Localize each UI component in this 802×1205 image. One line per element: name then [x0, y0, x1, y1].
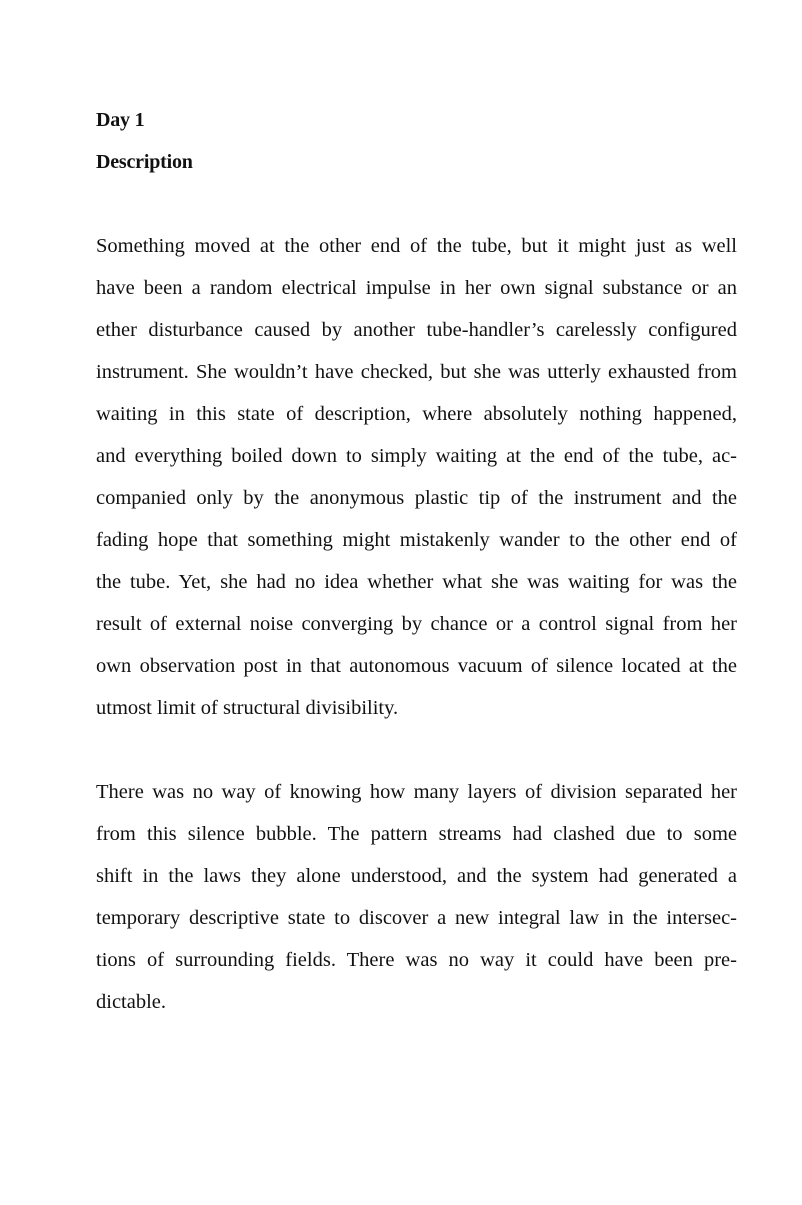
text-line: fading hope that something might mistakenly wander to the other end of — [96, 529, 737, 551]
text-line: own observation post in that autonomous vacuum of silence located at the — [96, 655, 737, 677]
text-line: companied only by the anonymous plastic tip of the instrument and the — [96, 487, 737, 509]
text-line: ether disturbance caused by another tube-handler’s carelessly configured — [96, 319, 737, 341]
text-line: result of external noise converging by chance or a control signal from her — [96, 613, 737, 635]
text-line: utmost limit of structural divisibility. — [96, 697, 399, 719]
text-line: instrument. She wouldn’t have checked, but she was utterly exhausted from — [96, 361, 737, 383]
text-line: Something moved at the other end of the tube, but it might just as well — [96, 235, 737, 257]
text-line: tions of surrounding fields. There was no way it could have been pre- — [96, 949, 737, 971]
text-line: temporary descriptive state to discover a new integral law in the intersec- — [96, 907, 737, 929]
text-line: waiting in this state of description, where absolutely nothing happened, — [96, 403, 737, 425]
text-line: have been a random electrical impulse in her own signal substance or an — [96, 277, 737, 299]
text-line: There was no way of knowing how many layers of division separated her — [96, 781, 737, 803]
text-line: and everything boiled down to simply waiting at the end of the tube, ac- — [96, 445, 737, 467]
text-line: the tube. Yet, she had no idea whether what she was waiting for was the — [96, 571, 737, 593]
day-heading: Day 1 — [96, 109, 145, 131]
text-line: from this silence bubble. The pattern streams had clashed due to some — [96, 823, 737, 845]
text-line: shift in the laws they alone understood, and the system had generated a — [96, 865, 737, 887]
text-line: dictable. — [96, 991, 167, 1013]
section-heading: Description — [96, 151, 193, 173]
